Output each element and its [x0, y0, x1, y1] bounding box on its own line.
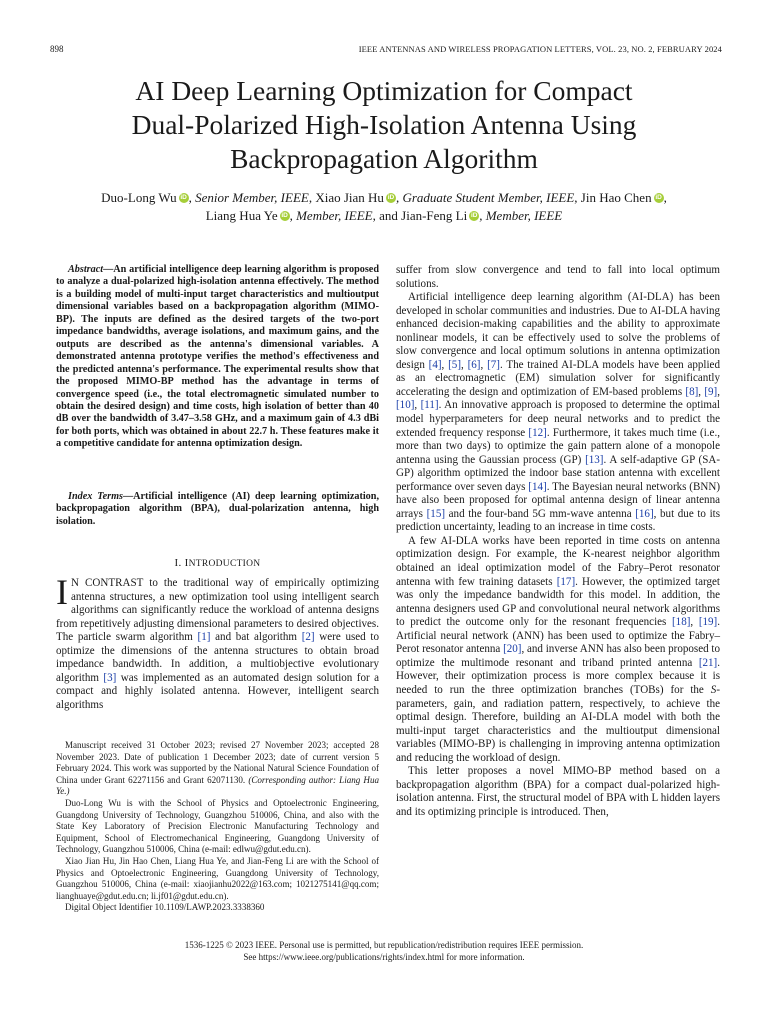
body-paragraph	[396, 535, 720, 765]
citation-link[interactable]: [4]	[428, 358, 442, 371]
body-text: -parameters, gain, and radiation pattern, respectively, to achieve the optimal design. Therefore, building an AI-DLA model with both the multi-input target characteristics and the multioutput dimensional variables (MIMO-BP) is challenging in improving antenna optimization and reducing the workload of design.	[396, 683, 720, 764]
author-name: , Jin Hao Chen	[574, 190, 652, 205]
body-text: and the four-band 5G mm-wave antenna	[445, 507, 636, 520]
section-numeral: I.	[174, 557, 185, 569]
title-line: Backpropagation Algorithm	[230, 143, 538, 174]
footnote-affiliation: Xiao Jian Hu, Jin Hao Chen, Liang Hua Ye, and Jian-Feng Li are with the School of Physics and Optoelectronic Engineering, Guangdong University of Technology, Guangzhou 510006, China (e-mail: xiaojianhu2022@163.com; 1021275141@qq.com; lianghuaye@gdut.edu.cn; li.jf01@gdut.edu.cn).	[56, 855, 379, 901]
citation-link[interactable]: [10]	[396, 399, 415, 412]
citation-link[interactable]: [16]	[635, 507, 654, 520]
citation-link[interactable]: [2]	[301, 631, 315, 644]
copyright-footer	[40, 939, 728, 963]
footnote-manuscript	[56, 740, 379, 798]
author-line-2	[40, 207, 728, 225]
author-name: , Xiao Jian Hu	[308, 190, 384, 205]
journal-header: IEEE ANTENNAS AND WIRELESS PROPAGATION LETTERS, VOL. 23, NO. 2, FEBRUARY 2024	[358, 44, 722, 54]
body-text: . Furthermore, it takes much time (i.e., more than two days) to optimize the gain pattern alone of a monopole antenna using the Gaussian process (GP)	[396, 426, 720, 466]
citation-link[interactable]: [13]	[585, 453, 604, 466]
body-text: . Artificial neural network (ANN) has been used to optimize the Fabry–Perot resonator antenna	[396, 616, 720, 656]
body-text: . The trained AI-DLA models have been applied as an electromagnetic (EM) simulation solver for significantly accelerating the design and optimization of EM-based problems	[396, 358, 720, 398]
section-title-rest: NTRODUCTION	[188, 559, 261, 569]
orcid-icon[interactable]: iD	[180, 194, 187, 201]
citation-link[interactable]: [11]	[420, 399, 439, 412]
section-title-first-letter: I	[184, 557, 189, 569]
body-text: and bat algorithm	[210, 631, 302, 644]
body-paragraph: suffer from slow convergence and tend to fall into local optimum solutions.	[396, 264, 720, 290]
body-text: . However, the optimized target was only the impedance bandwidth for this model. In addition, the antenna designers used GP and convolutional neural network algorithms to predict the outcome only for the resonant frequencies	[396, 575, 720, 629]
intro-paragraph	[56, 572, 380, 712]
orcid-icon[interactable]: iD	[655, 194, 662, 201]
body-text: Artificial intelligence deep learning algorithm (AI-DLA) has been developed in scholar communities and industries. Due to AI-DLA having enhanced decision-making capabilities and the ability to approximate nonlinear models, it can be effectively used to solve the problems of slow convergence and local optimum solutions in antenna optimization design	[396, 291, 720, 371]
abstract	[56, 264, 379, 451]
separator: ,	[690, 616, 699, 629]
abstract-label: Abstract	[68, 264, 104, 275]
footnotes	[56, 740, 379, 914]
citation-link[interactable]: [5]	[448, 358, 462, 371]
page-number: 898	[50, 44, 64, 54]
citation-link[interactable]: [14]	[528, 480, 547, 493]
body-text: . However, their optimization process is more complex because it is needed to run the three optimization branches (TOBs) for the	[396, 656, 720, 696]
body-text: A few AI-DLA works have been reported in time costs on antenna optimization design. For example, the K-nearest neighbor algorithm obtained an ideal optimization model of the Fabry–Perot resonator antenna with few training datasets	[396, 534, 720, 588]
citation-link[interactable]: [6]	[467, 358, 481, 371]
citation-link[interactable]: [7]	[487, 358, 500, 371]
intro-body	[56, 572, 380, 712]
body-text: . An innovative approach is proposed to determine the optimal model hyperparameters for deep neural networks and to predict the extended frequency response	[396, 399, 720, 439]
author-list	[40, 189, 728, 225]
orcid-icon[interactable]: iD	[387, 194, 395, 201]
body-paragraph: This letter proposes a novel MIMO-BP method based on a backpropagation algorithm (BPA) for a compact dual-polarized high-isolation antenna. First, the structural model of BPA with L hidden layers and its optimizing principle is introduced. Then,	[396, 765, 720, 818]
index-terms-label: Index Terms	[68, 491, 123, 502]
citation-link[interactable]: [3]	[103, 671, 117, 684]
body-text: were used to optimize the dimensions of the antenna structures to obtain broad impedance bandwidth. In addition, a multiobjective evolutionary algorithm	[56, 631, 380, 684]
copyright-line: 1536-1225 © 2023 IEEE. Personal use is permitted, but republication/redistribution requires IEEE permission.	[184, 940, 584, 950]
separator: ,	[717, 385, 720, 398]
body-text: N CONTRAST to the traditional way of empirically optimizing antenna structures, a new optimization tool using intelligent search algorithms can significantly reduce the workload of antenna designs from repetitively adjusting dimensional parameters to desired objectives. The particle swarm algorithm	[56, 577, 379, 644]
separator: ,	[441, 358, 449, 371]
separator: ,	[461, 358, 468, 371]
author-role: , Member, IEEE	[479, 208, 563, 223]
orcid-icon[interactable]: iD	[281, 212, 288, 219]
paper-title	[40, 74, 728, 176]
body-text: , and inverse ANN has also been proposed to optimize the multimode resonant and triband printed antenna	[396, 643, 721, 669]
author-separator: ,	[663, 190, 667, 205]
drop-cap: I	[56, 572, 68, 612]
author-role: , Senior Member, IEEE	[188, 190, 309, 205]
body-text: . A self-adaptive GP (SA-GP) algorithm optimized the indoor base station antenna with excellent performance over seven days	[396, 453, 720, 493]
index-terms-text: —Artificial intelligence (AI) deep learning optimization, backpropagation algorithm (BPA), dual-polarization antenna, high isolation.	[56, 491, 379, 527]
citation-link[interactable]: [12]	[528, 426, 547, 439]
abstract-text: —An artificial intelligence deep learning algorithm is proposed to analyze a dual-polarized high-isolation antenna effectively. The method is a building model of multi-input target characteristics and multioutput dimensional variables based on a backpropagation algorithm (MIMO-BP). The inputs are defined as the desired targets of the two-port impedance bandwidths, average isolations, and maximum gains, and the outputs are described as the antenna's dimensional variables. A demonstrated antenna prototype verifies the method's effectiveness and the predicted antenna's performance. The experimental results show that the proposed MIMO-BP method has the advantage in terms of convergence speed (i.e., the total electromagnetic simulated number to obtain the desired design) and time costs, high isolation of better than 40 dB over the bandwidth of 3.47–3.58 GHz, and a maximum gain of 4.3 dBi for both ports, which was obtained in about 22.7 h. These features make it a competitive candidate for antenna optimization design.	[56, 264, 379, 450]
citation-link[interactable]: [15]	[426, 507, 446, 520]
doi[interactable]: Digital Object Identifier 10.1109/LAWP.2023.3338360	[65, 902, 265, 913]
body-text: . The Bayesian neural networks (BNN) have also been proposed for optimal antenna design of linear antenna arrays	[396, 480, 720, 520]
author-name: , and Jian-Feng Li	[372, 208, 468, 223]
section-heading	[56, 557, 379, 569]
title-line: AI Deep Learning Optimization for Compact	[135, 75, 633, 106]
author-name: Liang Hua Ye	[205, 208, 278, 223]
body-text: was implemented as an automated design solution for a compact and highly isolated antenna. However, intelligent search algorithms	[56, 671, 380, 711]
right-column	[396, 264, 720, 819]
footnote-text: Manuscript received 31 October 2023; revised 27 November 2023; accepted 28 November 2023. Date of publication 1 December 2023; date of current version 5 February 2024. This work was supported by the National Natural Science Foundation of China under Grant 62271156 and Grant 62071130.	[56, 740, 379, 785]
footnote-affiliation: Duo-Long Wu is with the School of Physics and Optoelectronic Engineering, Guangdong University of Technology, Guangzhou 510006, China, and also with the State Key Laboratory of Precision Electronic Manufacturing Technology and Equipment, School of Electromechanical Engineering, Guangdong University of Technology, Guangzhou 510006, China (e-mail: edlwu@gdut.edu.cn).	[56, 797, 379, 855]
author-role: , Member, IEEE	[289, 208, 373, 223]
body-text: , but due to its prediction uncertainty, leading to an increase in time costs.	[396, 507, 721, 534]
separator: ,	[414, 399, 421, 412]
title-line: Dual-Polarized High-Isolation Antenna Using	[131, 109, 637, 140]
separator: ,	[698, 385, 705, 398]
citation-link[interactable]: [20]	[503, 643, 522, 656]
citation-link[interactable]: [21]	[698, 656, 718, 669]
citation-link[interactable]: [17]	[556, 575, 576, 588]
citation-link[interactable]: [19]	[698, 616, 718, 629]
corresponding-author: (Corresponding author: Liang Hua Ye.)	[56, 774, 379, 797]
author-role: , Graduate Student Member, IEEE	[395, 190, 575, 205]
index-terms	[56, 491, 379, 528]
s-parameter-symbol: S	[710, 683, 717, 696]
citation-link[interactable]: [18]	[672, 616, 691, 629]
author-name: Duo-Long Wu	[101, 190, 177, 205]
citation-link[interactable]: [8]	[685, 385, 699, 398]
citation-link[interactable]: [1]	[197, 631, 211, 644]
separator: ,	[480, 358, 488, 371]
rights-link[interactable]: See https://www.ieee.org/publications/rights/index.html for more information.	[243, 952, 525, 962]
citation-link[interactable]: [9]	[704, 385, 718, 398]
orcid-icon[interactable]: iD	[470, 212, 478, 219]
body-paragraph	[396, 291, 720, 535]
author-line-1	[40, 189, 728, 207]
